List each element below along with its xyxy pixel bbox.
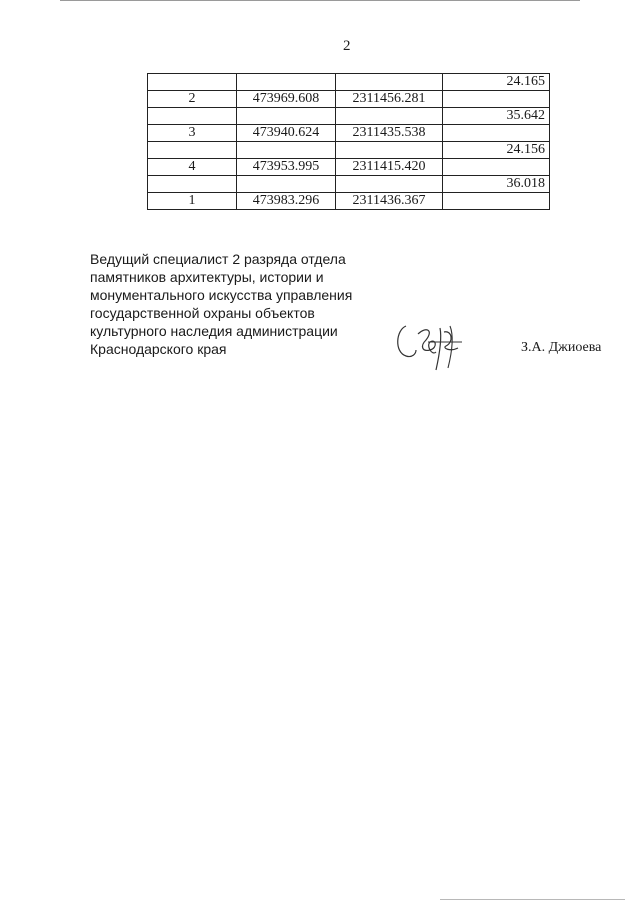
segment-length-cell xyxy=(443,193,550,210)
table-row xyxy=(148,176,550,193)
position-line: монументального искусства управления xyxy=(90,287,353,303)
y-coordinate-cell: 2311456.281 xyxy=(336,91,443,108)
segment-length-cell: 35.642 xyxy=(443,108,550,125)
handwritten-signature xyxy=(392,312,472,374)
point-number-cell: 1 xyxy=(148,193,237,210)
table-row xyxy=(148,108,550,125)
position-line: государственной охраны объектов xyxy=(90,305,315,321)
table-row xyxy=(148,193,550,210)
point-number-cell: 2 xyxy=(148,91,237,108)
segment-length-cell xyxy=(443,91,550,108)
x-coordinate-cell: 473969.608 xyxy=(237,91,336,108)
point-number-cell: 4 xyxy=(148,159,237,176)
point-number-cell xyxy=(148,142,237,159)
position-line: Ведущий специалист 2 разряда отдела xyxy=(90,251,346,267)
x-coordinate-cell xyxy=(237,74,336,91)
signatory-position xyxy=(90,250,390,358)
y-coordinate-cell xyxy=(336,74,443,91)
bottom-edge-line xyxy=(440,899,625,900)
segment-length-cell xyxy=(443,159,550,176)
x-coordinate-cell: 473940.624 xyxy=(237,125,336,142)
y-coordinate-cell xyxy=(336,108,443,125)
point-number-cell: 3 xyxy=(148,125,237,142)
table-row xyxy=(148,74,550,91)
segment-length-cell: 24.156 xyxy=(443,142,550,159)
coordinates-table xyxy=(147,73,550,210)
segment-length-cell: 24.165 xyxy=(443,74,550,91)
y-coordinate-cell xyxy=(336,142,443,159)
page-number: 2 xyxy=(343,38,351,54)
segment-length-cell xyxy=(443,125,550,142)
point-number-cell xyxy=(148,176,237,193)
table-row xyxy=(148,142,550,159)
position-line: Краснодарского края xyxy=(90,341,227,357)
x-coordinate-cell xyxy=(237,108,336,125)
x-coordinate-cell: 473983.296 xyxy=(237,193,336,210)
x-coordinate-cell: 473953.995 xyxy=(237,159,336,176)
point-number-cell xyxy=(148,108,237,125)
y-coordinate-cell: 2311436.367 xyxy=(336,193,443,210)
y-coordinate-cell: 2311435.538 xyxy=(336,125,443,142)
y-coordinate-cell: 2311415.420 xyxy=(336,159,443,176)
x-coordinate-cell xyxy=(237,176,336,193)
position-line: памятников архитектуры, истории и xyxy=(90,269,324,285)
signer-name: З.А. Джиоева xyxy=(521,340,602,355)
point-number-cell xyxy=(148,74,237,91)
segment-length-cell: 36.018 xyxy=(443,176,550,193)
x-coordinate-cell xyxy=(237,142,336,159)
top-edge-line xyxy=(60,0,580,1)
table-row xyxy=(148,159,550,176)
y-coordinate-cell xyxy=(336,176,443,193)
position-line: культурного наследия администрации xyxy=(90,323,338,339)
table-row xyxy=(148,125,550,142)
table-row xyxy=(148,91,550,108)
